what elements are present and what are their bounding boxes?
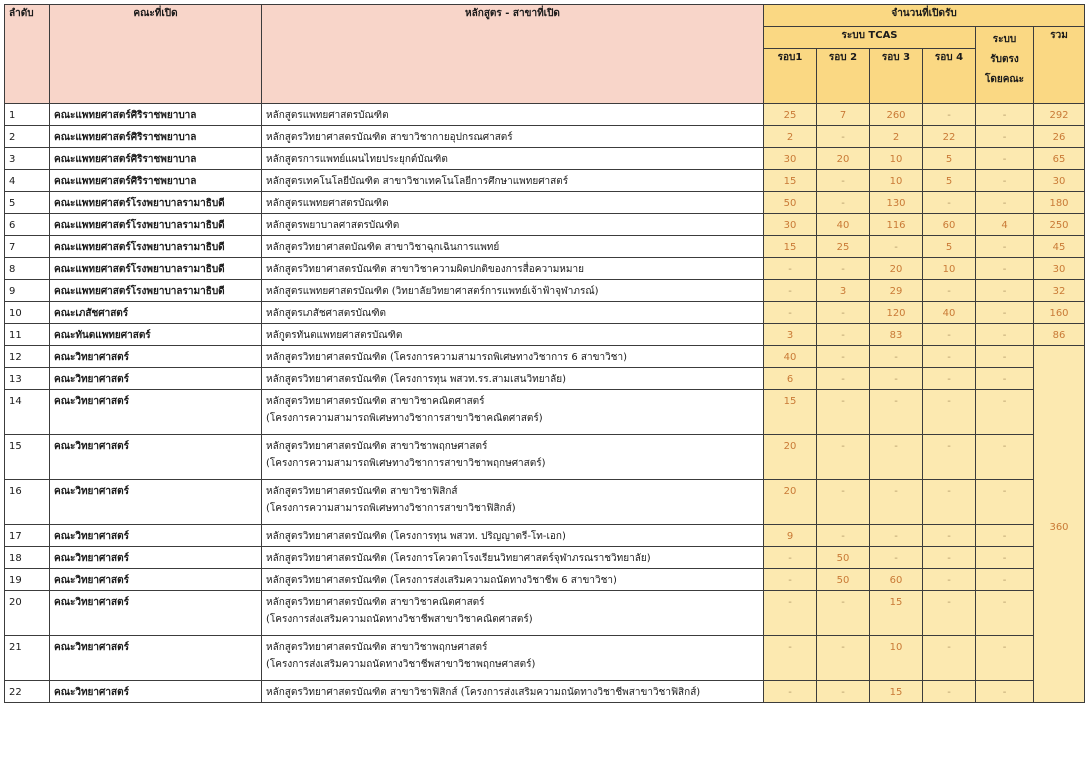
table-row — [5, 126, 1085, 148]
cell-program — [262, 302, 764, 324]
cell-total: 292 — [1034, 104, 1085, 126]
program-line-1: หลักสูตรวิทยาศาสตรบัณฑิต สาขาวิชาพฤกษศาสตร์ — [266, 642, 488, 653]
header-direct-line1: ระบบ — [992, 34, 1017, 45]
program-line-1: หลักสูตรวิทยาศาสตรบัณฑิต สาขาวิชาฟิสิกส์ (โครงการส่งเสริมความถนัดทางวิชาชีพสาขาวิชาฟิสิกส์) — [266, 687, 701, 698]
program-line-1: หลักสูตรแพทยศาสตรบัณฑิต — [266, 110, 389, 121]
table-body — [5, 104, 1085, 703]
table-row — [5, 346, 1085, 368]
table-row — [5, 591, 1085, 636]
program-line-1: หลักสูตรวิทยาศาสตรบัณฑิต (โครงการส่งเสริมความถนัดทางวิชาชีพ 6 สาขาวิชา) — [266, 575, 617, 586]
cell-round-2: - — [817, 346, 870, 368]
table-row — [5, 569, 1085, 591]
cell-direct: - — [976, 170, 1034, 192]
header-round-4: รอบ 4 — [923, 49, 976, 104]
cell-order: 18 — [5, 547, 50, 569]
cell-round-1: - — [764, 636, 817, 681]
cell-round-3: 29 — [870, 280, 923, 302]
table-row — [5, 547, 1085, 569]
cell-direct: - — [976, 104, 1034, 126]
cell-order: 11 — [5, 324, 50, 346]
cell-round-4: 5 — [923, 148, 976, 170]
cell-round-3: - — [870, 368, 923, 390]
cell-round-1: - — [764, 302, 817, 324]
table-row — [5, 435, 1085, 480]
cell-faculty: คณะวิทยาศาสตร์ — [50, 390, 262, 435]
header-tcas: ระบบ TCAS — [764, 27, 976, 49]
cell-program — [262, 480, 764, 525]
cell-order: 3 — [5, 148, 50, 170]
cell-round-1: 9 — [764, 525, 817, 547]
table-row — [5, 636, 1085, 681]
cell-program — [262, 591, 764, 636]
cell-program — [262, 258, 764, 280]
header-program: หลักสูตร - สาขาที่เปิด — [262, 5, 764, 104]
cell-round-2: - — [817, 126, 870, 148]
program-line-1: หลักสูตรวิทยาศาสตรบัณฑิต (โครงการความสามารถพิเศษทางวิชาการ 6 สาขาวิชา) — [266, 352, 627, 363]
cell-faculty: คณะแพทยศาสตร์โรงพยาบาลรามาธิบดี — [50, 192, 262, 214]
cell-faculty: คณะวิทยาศาสตร์ — [50, 569, 262, 591]
cell-round-1: 15 — [764, 170, 817, 192]
cell-round-4: - — [923, 435, 976, 480]
cell-round-1: 25 — [764, 104, 817, 126]
program-line-2: (โครงการความสามารถพิเศษทางวิชาการสาขาวิชาคณิตศาสตร์) — [266, 413, 543, 424]
cell-order: 20 — [5, 591, 50, 636]
program-line-1: หลักสูตรแพทยศาสตรบัณฑิต (วิทยาลัยวิทยาศาสตร์การแพทย์เจ้าฟ้าจุฬาภรณ์) — [266, 286, 599, 297]
cell-round-3: 20 — [870, 258, 923, 280]
cell-program — [262, 148, 764, 170]
cell-order: 9 — [5, 280, 50, 302]
program-line-1: หลักสูตรวิทยาศาสตรบัณฑิต (โครงการทุน พสวท.รร.สามเสนวิทยาลัย) — [266, 374, 567, 385]
cell-round-3: 60 — [870, 569, 923, 591]
cell-round-2: 20 — [817, 148, 870, 170]
cell-round-3: - — [870, 480, 923, 525]
cell-round-1: 20 — [764, 480, 817, 525]
cell-total: 30 — [1034, 258, 1085, 280]
cell-direct: - — [976, 302, 1034, 324]
cell-round-3: 15 — [870, 591, 923, 636]
cell-round-3: 130 — [870, 192, 923, 214]
table-row — [5, 214, 1085, 236]
header-round-3: รอบ 3 — [870, 49, 923, 104]
cell-program — [262, 569, 764, 591]
cell-round-1: 30 — [764, 148, 817, 170]
cell-round-4: - — [923, 480, 976, 525]
cell-round-3: 83 — [870, 324, 923, 346]
cell-round-3: - — [870, 435, 923, 480]
cell-order: 4 — [5, 170, 50, 192]
cell-round-1: - — [764, 280, 817, 302]
cell-order: 13 — [5, 368, 50, 390]
cell-round-3: 15 — [870, 681, 923, 703]
cell-faculty: คณะแพทยศาสตร์ศิริราชพยาบาล — [50, 170, 262, 192]
cell-round-4: 60 — [923, 214, 976, 236]
table-row — [5, 170, 1085, 192]
cell-order: 19 — [5, 569, 50, 591]
cell-direct: - — [976, 368, 1034, 390]
table-row — [5, 236, 1085, 258]
cell-round-1: 40 — [764, 346, 817, 368]
cell-order: 1 — [5, 104, 50, 126]
cell-round-2: 7 — [817, 104, 870, 126]
cell-order: 21 — [5, 636, 50, 681]
cell-round-3: - — [870, 346, 923, 368]
cell-round-1: 30 — [764, 214, 817, 236]
cell-order: 7 — [5, 236, 50, 258]
cell-faculty: คณะแพทยศาสตร์ศิริราชพยาบาล — [50, 104, 262, 126]
cell-round-3: 10 — [870, 148, 923, 170]
admission-table — [4, 4, 1085, 703]
cell-direct: - — [976, 591, 1034, 636]
cell-faculty: คณะวิทยาศาสตร์ — [50, 435, 262, 480]
table-row — [5, 324, 1085, 346]
program-line-1: หลักสูตรพยาบาลศาสตรบัณฑิต — [266, 220, 400, 231]
cell-round-4: - — [923, 324, 976, 346]
cell-order: 15 — [5, 435, 50, 480]
header-round-1: รอบ1 — [764, 49, 817, 104]
table-row — [5, 525, 1085, 547]
cell-round-2: - — [817, 324, 870, 346]
cell-round-4: 10 — [923, 258, 976, 280]
header-direct — [976, 27, 1034, 104]
program-line-1: หลักสูตรเภสัชศาสตรบัณฑิต — [266, 308, 386, 319]
cell-round-3: 260 — [870, 104, 923, 126]
cell-direct: - — [976, 435, 1034, 480]
cell-order: 6 — [5, 214, 50, 236]
cell-round-2: - — [817, 170, 870, 192]
header-order: ลำดับ — [5, 5, 50, 104]
cell-order: 22 — [5, 681, 50, 703]
cell-round-4: - — [923, 390, 976, 435]
cell-faculty: คณะวิทยาศาสตร์ — [50, 480, 262, 525]
cell-round-3: - — [870, 236, 923, 258]
cell-total: 26 — [1034, 126, 1085, 148]
cell-faculty: คณะวิทยาศาสตร์ — [50, 681, 262, 703]
cell-total: 86 — [1034, 324, 1085, 346]
program-line-2: (โครงการความสามารถพิเศษทางวิชาการสาขาวิชาพฤกษศาสตร์) — [266, 458, 546, 469]
cell-direct: - — [976, 148, 1034, 170]
cell-program — [262, 547, 764, 569]
cell-faculty: คณะวิทยาศาสตร์ — [50, 591, 262, 636]
table-row — [5, 390, 1085, 435]
cell-program — [262, 126, 764, 148]
cell-round-3: - — [870, 547, 923, 569]
cell-round-4: - — [923, 636, 976, 681]
cell-faculty: คณะแพทยศาสตร์โรงพยาบาลรามาธิบดี — [50, 214, 262, 236]
cell-direct: - — [976, 547, 1034, 569]
cell-program — [262, 236, 764, 258]
cell-program — [262, 368, 764, 390]
cell-round-1: - — [764, 569, 817, 591]
cell-round-1: - — [764, 681, 817, 703]
cell-round-1: 2 — [764, 126, 817, 148]
cell-faculty: คณะแพทยศาสตร์ศิริราชพยาบาล — [50, 126, 262, 148]
cell-program — [262, 390, 764, 435]
cell-round-4: 22 — [923, 126, 976, 148]
cell-total: 32 — [1034, 280, 1085, 302]
program-line-1: หลักสูตรการแพทย์แผนไทยประยุกต์บัณฑิต — [266, 154, 448, 165]
cell-faculty: คณะแพทยศาสตร์โรงพยาบาลรามาธิบดี — [50, 280, 262, 302]
cell-order: 10 — [5, 302, 50, 324]
cell-round-2: - — [817, 480, 870, 525]
program-line-1: หลักสูตรวิทยาศาสตรบัณฑิต (โครงการทุน พสวท. ปริญญาตรี-โท-เอก) — [266, 531, 566, 542]
program-line-1: หลักสูตรวิทยาศาสตรบัณฑิต สาขาวิชาคณิตศาสตร์ — [266, 396, 485, 407]
cell-program — [262, 214, 764, 236]
cell-direct: - — [976, 280, 1034, 302]
cell-program — [262, 435, 764, 480]
cell-direct: - — [976, 346, 1034, 368]
cell-round-4: 5 — [923, 170, 976, 192]
cell-direct: - — [976, 258, 1034, 280]
table-row — [5, 480, 1085, 525]
program-line-1: หลักสูตรวิทยาศาสตรบัณฑิต สาขาวิชาฟิสิกส์ — [266, 486, 458, 497]
cell-round-4: 40 — [923, 302, 976, 324]
cell-round-4: - — [923, 681, 976, 703]
cell-total: 30 — [1034, 170, 1085, 192]
cell-round-1: 3 — [764, 324, 817, 346]
cell-round-3: 116 — [870, 214, 923, 236]
table-row — [5, 368, 1085, 390]
cell-faculty: คณะแพทยศาสตร์ศิริราชพยาบาล — [50, 148, 262, 170]
cell-round-1: - — [764, 591, 817, 636]
cell-round-1: 15 — [764, 236, 817, 258]
cell-round-2: - — [817, 368, 870, 390]
cell-direct: - — [976, 569, 1034, 591]
cell-faculty: คณะแพทยศาสตร์โรงพยาบาลรามาธิบดี — [50, 258, 262, 280]
cell-total: 180 — [1034, 192, 1085, 214]
cell-total-merged: 360 — [1034, 346, 1085, 703]
cell-direct: - — [976, 525, 1034, 547]
program-line-1: หลักูตรทันตแพทยศาสตรบัณฑิต — [266, 330, 403, 341]
table-row — [5, 192, 1085, 214]
cell-round-3: 120 — [870, 302, 923, 324]
cell-round-4: - — [923, 569, 976, 591]
cell-round-1: 50 — [764, 192, 817, 214]
table-row — [5, 148, 1085, 170]
cell-round-2: - — [817, 525, 870, 547]
cell-faculty: คณะวิทยาศาสตร์ — [50, 547, 262, 569]
cell-direct: - — [976, 636, 1034, 681]
cell-order: 2 — [5, 126, 50, 148]
cell-program — [262, 170, 764, 192]
cell-order: 16 — [5, 480, 50, 525]
cell-round-2: 50 — [817, 547, 870, 569]
cell-faculty: คณะทันตแพทยศาสตร์ — [50, 324, 262, 346]
cell-round-2: - — [817, 591, 870, 636]
cell-direct: - — [976, 480, 1034, 525]
cell-program — [262, 280, 764, 302]
header-seats: จำนวนที่เปิดรับ — [764, 5, 1085, 27]
cell-faculty: คณะวิทยาศาสตร์ — [50, 525, 262, 547]
cell-round-4: - — [923, 525, 976, 547]
cell-faculty: คณะเภสัชศาสตร์ — [50, 302, 262, 324]
cell-round-3: 10 — [870, 170, 923, 192]
cell-round-4: 5 — [923, 236, 976, 258]
program-line-1: หลักสูตรแพทยศาสตรบัณฑิต — [266, 198, 389, 209]
cell-direct: - — [976, 390, 1034, 435]
table-row — [5, 681, 1085, 703]
cell-total: 160 — [1034, 302, 1085, 324]
cell-program — [262, 636, 764, 681]
cell-round-2: - — [817, 435, 870, 480]
cell-round-3: 2 — [870, 126, 923, 148]
cell-faculty: คณะวิทยาศาสตร์ — [50, 368, 262, 390]
cell-order: 12 — [5, 346, 50, 368]
cell-round-3: 10 — [870, 636, 923, 681]
cell-round-4: - — [923, 280, 976, 302]
header-direct-line3: โดยคณะ — [984, 74, 1025, 85]
cell-order: 14 — [5, 390, 50, 435]
table-row — [5, 258, 1085, 280]
program-line-2: (โครงการส่งเสริมความถนัดทางวิชาชีพสาขาวิชาคณิตศาสตร์) — [266, 614, 533, 625]
cell-round-4: - — [923, 104, 976, 126]
cell-round-2: - — [817, 302, 870, 324]
cell-round-4: - — [923, 591, 976, 636]
cell-direct: - — [976, 324, 1034, 346]
cell-total: 45 — [1034, 236, 1085, 258]
cell-direct: 4 — [976, 214, 1034, 236]
table-row — [5, 104, 1085, 126]
cell-direct: - — [976, 236, 1034, 258]
table-row — [5, 302, 1085, 324]
program-line-2: (โครงการความสามารถพิเศษทางวิชาการสาขาวิชาฟิสิกส์) — [266, 503, 516, 514]
cell-program — [262, 525, 764, 547]
header-round-2: รอบ 2 — [817, 49, 870, 104]
program-line-1: หลักสูตรวิทยาศาสตรบัณฑิต (โครงการโควตาโรงเรียนวิทยาศาสตร์จุฬาภรณราชวิทยาลัย) — [266, 553, 651, 564]
cell-round-2: - — [817, 636, 870, 681]
cell-round-1: - — [764, 258, 817, 280]
cell-order: 17 — [5, 525, 50, 547]
cell-round-1: 20 — [764, 435, 817, 480]
program-line-1: หลักสูตรวิทยาศาสตรบัณฑิต สาขาวิชาความผิดปกติของการสื่อความหมาย — [266, 264, 584, 275]
cell-order: 8 — [5, 258, 50, 280]
program-line-1: หลักสูตรวิทยาศาสตรบัณฑิต สาขาวิชาคณิตศาสตร์ — [266, 597, 485, 608]
table-row — [5, 280, 1085, 302]
cell-program — [262, 192, 764, 214]
cell-round-2: 3 — [817, 280, 870, 302]
cell-round-2: - — [817, 258, 870, 280]
program-line-2: (โครงการส่งเสริมความถนัดทางวิชาชีพสาขาวิชาพฤกษศาสตร์) — [266, 659, 536, 670]
program-line-1: หลักสูตรวิทยาศาสตรบัณฑิต สาขาวิชากายอุปกรณศาสตร์ — [266, 132, 513, 143]
cell-round-2: - — [817, 390, 870, 435]
cell-program — [262, 324, 764, 346]
cell-round-2: 25 — [817, 236, 870, 258]
cell-round-1: 15 — [764, 390, 817, 435]
program-line-1: หลักสูตรวิทยาศาสตบัณฑิต สาขาวิชาฉุกเฉินการแพทย์ — [266, 242, 500, 253]
cell-direct: - — [976, 126, 1034, 148]
table-header — [5, 5, 1085, 104]
cell-direct: - — [976, 681, 1034, 703]
cell-round-1: - — [764, 547, 817, 569]
cell-order: 5 — [5, 192, 50, 214]
cell-direct: - — [976, 192, 1034, 214]
cell-round-4: - — [923, 368, 976, 390]
cell-faculty: คณะแพทยศาสตร์โรงพยาบาลรามาธิบดี — [50, 236, 262, 258]
cell-round-3: - — [870, 525, 923, 547]
cell-program — [262, 346, 764, 368]
header-total: รวม — [1034, 27, 1085, 104]
cell-round-1: 6 — [764, 368, 817, 390]
cell-round-2: - — [817, 192, 870, 214]
header-faculty: คณะที่เปิด — [50, 5, 262, 104]
cell-faculty: คณะวิทยาศาสตร์ — [50, 346, 262, 368]
cell-round-4: - — [923, 547, 976, 569]
header-direct-line2: รับตรง — [990, 54, 1019, 65]
program-line-1: หลักสูตรวิทยาศาสตรบัณฑิต สาขาวิชาพฤกษศาสตร์ — [266, 441, 488, 452]
cell-round-4: - — [923, 346, 976, 368]
cell-faculty: คณะวิทยาศาสตร์ — [50, 636, 262, 681]
cell-total: 250 — [1034, 214, 1085, 236]
cell-program — [262, 681, 764, 703]
cell-round-2: - — [817, 681, 870, 703]
cell-round-2: 40 — [817, 214, 870, 236]
cell-round-4: - — [923, 192, 976, 214]
cell-program — [262, 104, 764, 126]
cell-round-2: 50 — [817, 569, 870, 591]
program-line-1: หลักสูตรเทคโนโลยีบัณฑิต สาขาวิชาเทคโนโลยีการศึกษาแพทยศาสตร์ — [266, 176, 569, 187]
cell-round-3: - — [870, 390, 923, 435]
cell-total: 65 — [1034, 148, 1085, 170]
